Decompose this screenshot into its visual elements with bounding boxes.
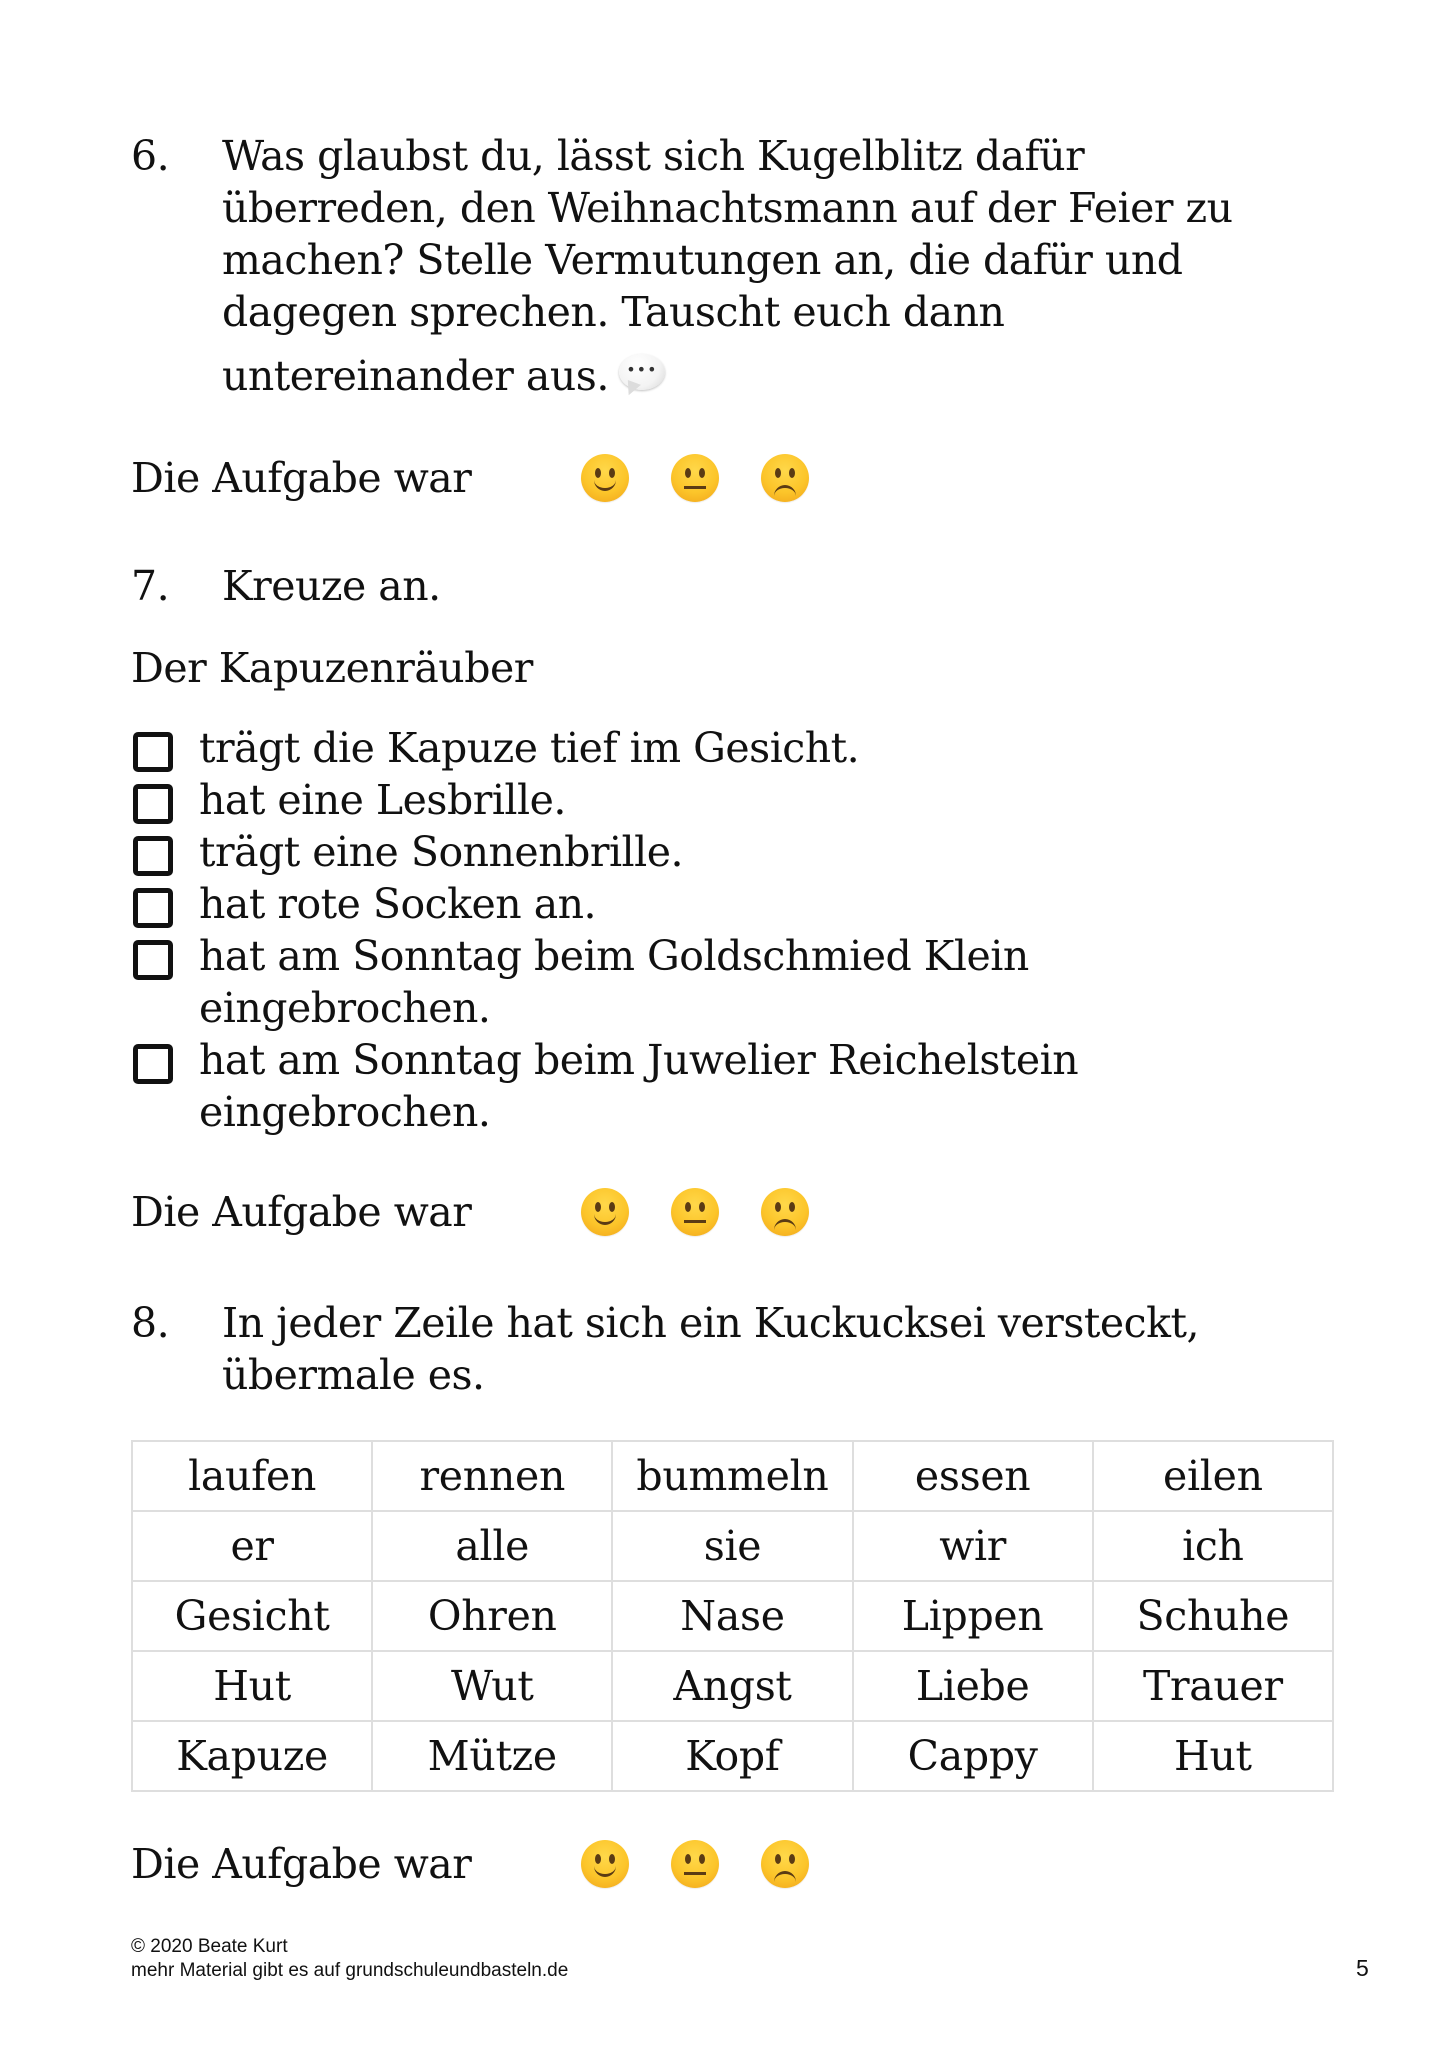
task-line: überreden, den Weihnachtsmann auf der Feier zu	[222, 184, 1233, 232]
table-cell[interactable]: bummeln	[612, 1441, 852, 1511]
table-cell[interactable]: rennen	[372, 1441, 612, 1511]
table-cell[interactable]: Nase	[612, 1581, 852, 1651]
footer-link-text: mehr Material gibt es auf grundschuleundbasteln.de	[131, 1960, 569, 1981]
table-row	[132, 1511, 1333, 1581]
checkbox[interactable]	[133, 732, 173, 772]
table-cell[interactable]: Trauer	[1093, 1651, 1333, 1721]
task-number: 8.	[131, 1299, 170, 1347]
table-cell[interactable]: Schuhe	[1093, 1581, 1333, 1651]
task-text	[222, 130, 1445, 402]
table-cell[interactable]: Hut	[1093, 1721, 1333, 1791]
neutral-face-icon[interactable]	[671, 1840, 719, 1888]
table-cell[interactable]: sie	[612, 1511, 852, 1581]
option-text: trägt eine Sonnenbrille.	[199, 828, 684, 876]
table-cell[interactable]: essen	[853, 1441, 1093, 1511]
neutral-face-icon[interactable]	[671, 1188, 719, 1236]
option-text: hat rote Socken an.	[199, 880, 597, 928]
table-row	[132, 1441, 1333, 1511]
checkbox[interactable]	[133, 784, 173, 824]
table-row	[132, 1581, 1333, 1651]
checkbox[interactable]	[133, 836, 173, 876]
checkbox[interactable]	[133, 940, 173, 980]
checkbox-option[interactable]	[131, 722, 1399, 774]
task-line-with-icon	[222, 350, 1445, 402]
frowning-face-icon[interactable]	[761, 454, 809, 502]
checkbox-option[interactable]	[131, 878, 1399, 930]
table-cell[interactable]: Angst	[612, 1651, 852, 1721]
option-text: hat am Sonntag beim Juwelier Reichelstein	[199, 1036, 1079, 1084]
page-footer	[131, 1935, 568, 1983]
task-line: Was glaubst du, lässt sich Kugelblitz dafür	[222, 132, 1085, 180]
table-cell[interactable]: Mütze	[372, 1721, 612, 1791]
option-text: eingebrochen.	[199, 1088, 491, 1136]
rating-label: Die Aufgabe war	[131, 1840, 472, 1888]
neutral-face-icon[interactable]	[671, 454, 719, 502]
checkbox-option[interactable]	[131, 930, 1399, 1034]
task-line: übermale es.	[222, 1351, 485, 1399]
task-line: In jeder Zeile hat sich ein Kuckucksei versteckt,	[222, 1299, 1199, 1347]
task-number: 7.	[131, 562, 170, 610]
copyright-text: © 2020 Beate Kurt	[131, 1936, 288, 1957]
table-cell[interactable]: laufen	[132, 1441, 372, 1511]
rating-faces	[581, 454, 809, 502]
table-cell[interactable]: Wut	[372, 1651, 612, 1721]
task-line: untereinander aus.	[222, 352, 609, 400]
table-cell[interactable]: Cappy	[853, 1721, 1093, 1791]
table-cell[interactable]: ich	[1093, 1511, 1333, 1581]
slightly-smiling-face-icon[interactable]	[581, 1840, 629, 1888]
subject-label: Der Kapuzenräuber	[131, 644, 533, 692]
task-line: machen? Stelle Vermutungen an, die dafür und	[222, 236, 1183, 284]
checkbox-list	[131, 722, 1399, 1138]
checkbox-option[interactable]	[131, 1034, 1399, 1138]
table-cell[interactable]: Liebe	[853, 1651, 1093, 1721]
word-table	[131, 1440, 1334, 1792]
checkbox-option[interactable]	[131, 774, 1399, 826]
table-cell[interactable]: Gesicht	[132, 1581, 372, 1651]
page-number: 5	[1356, 1955, 1369, 1981]
task-instruction: Kreuze an.	[222, 562, 441, 610]
rating-faces	[581, 1840, 809, 1888]
rating-faces	[581, 1188, 809, 1236]
table-cell[interactable]: er	[132, 1511, 372, 1581]
table-row	[132, 1651, 1333, 1721]
table-cell[interactable]: alle	[372, 1511, 612, 1581]
task-number: 6.	[131, 132, 170, 180]
frowning-face-icon[interactable]	[761, 1188, 809, 1236]
task-text	[222, 1297, 1445, 1401]
rating-label: Die Aufgabe war	[131, 454, 472, 502]
table-cell[interactable]: wir	[853, 1511, 1093, 1581]
table-cell[interactable]: Hut	[132, 1651, 372, 1721]
option-text: eingebrochen.	[199, 984, 491, 1032]
option-text: hat eine Lesbrille.	[199, 776, 566, 824]
speech-bubble-icon: •••	[619, 354, 665, 394]
checkbox-option[interactable]	[131, 826, 1399, 878]
slightly-smiling-face-icon[interactable]	[581, 454, 629, 502]
slightly-smiling-face-icon[interactable]	[581, 1188, 629, 1236]
table-cell[interactable]: Kapuze	[132, 1721, 372, 1791]
rating-label: Die Aufgabe war	[131, 1188, 472, 1236]
checkbox[interactable]	[133, 1044, 173, 1084]
frowning-face-icon[interactable]	[761, 1840, 809, 1888]
table-cell[interactable]: Lippen	[853, 1581, 1093, 1651]
table-cell[interactable]: eilen	[1093, 1441, 1333, 1511]
checkbox[interactable]	[133, 888, 173, 928]
table-cell[interactable]: Kopf	[612, 1721, 852, 1791]
option-text: hat am Sonntag beim Goldschmied Klein	[199, 932, 1029, 980]
table-row	[132, 1721, 1333, 1791]
task-7-subject	[131, 642, 533, 694]
task-line: dagegen sprechen. Tauscht euch dann	[222, 288, 1005, 336]
task-text	[222, 560, 1445, 612]
table-cell[interactable]: Ohren	[372, 1581, 612, 1651]
option-text: trägt die Kapuze tief im Gesicht.	[199, 724, 860, 772]
